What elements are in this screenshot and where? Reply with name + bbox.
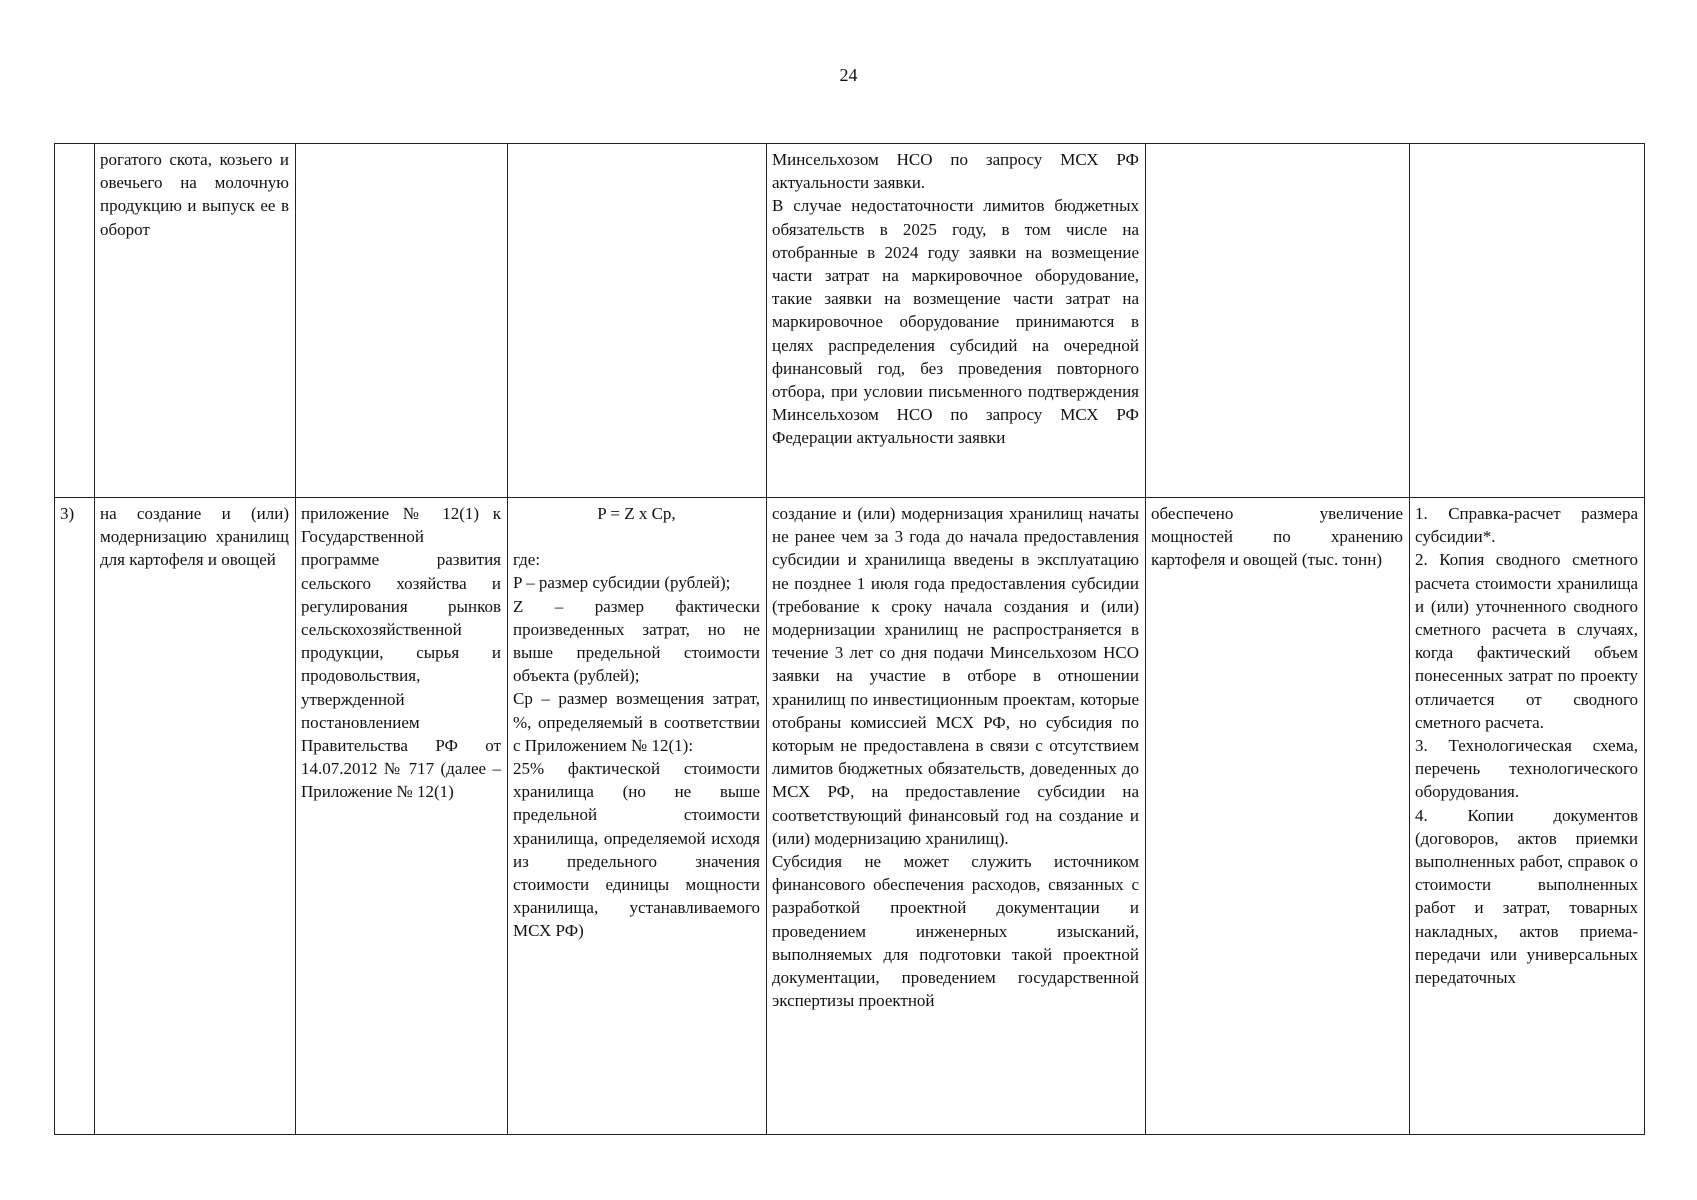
- cell-conditions: [767, 498, 1146, 1135]
- table-row-continuation: [55, 144, 1645, 498]
- formula-where: где:: [513, 550, 541, 570]
- document-item: 3. Технологическая схема, перечень технологического оборудования.: [1415, 736, 1638, 802]
- formula-def-p: P – размер субсидии (рублей);: [513, 573, 731, 593]
- conditions-paragraph: Минсельхозом НСО по запросу МСХ РФ актуальности заявки.: [772, 150, 1139, 193]
- subsidy-table: [54, 143, 1645, 1135]
- formula-def-rate: 25% фактической стоимости хранилища (но не выше предельной стоимости хранилища, определяемой исходя из предельного значения стоимости единицы мощности хранилища, устанавливаемого МСХ РФ): [513, 759, 760, 941]
- cell-result: [1146, 498, 1410, 1135]
- cell-formula: [508, 498, 767, 1135]
- table-row-3: [55, 498, 1645, 1135]
- cell-documents: [1410, 144, 1645, 498]
- page-number: 24: [839, 65, 858, 85]
- cell-basis: [296, 144, 508, 498]
- conditions-paragraph: Субсидия не может служить источником финансового обеспечения расходов, связанных с разработкой проектной документации и проведением инженерных изысканий, выполняемых для подготовки такой проектной документации, проведением государственной экспертизы проектной: [772, 852, 1139, 1011]
- row-number: 3): [55, 498, 95, 1135]
- purpose-text: рогатого скота, козьего и овечьего на молочную продукцию и выпуск ее в оборот: [100, 150, 289, 239]
- cell-purpose: [95, 498, 296, 1135]
- purpose-text: на создание и (или) модернизацию хранилищ для картофеля и овощей: [100, 504, 289, 570]
- cell-documents: [1410, 498, 1645, 1135]
- cell-result: [1146, 144, 1410, 498]
- basis-text: приложение № 12(1) к Государственной программе развития сельского хозяйства и регулирования рынков сельскохозяйственной продукции, сырья и продовольствия, утвержденной постановлением Правительства РФ от 14.07.2012 № 717 (далее – Приложение № 12(1): [301, 504, 501, 802]
- conditions-paragraph: создание и (или) модернизация хранилищ начаты не ранее чем за 3 года до начала предоставления субсидии и хранилища введены в эксплуатацию не позднее 1 июля года предоставления субсидии (требование к сроку начала создания и (или) модернизации хранилищ не распространяется в течение 3 лет со дня подачи Минсельхозом НСО заявки на участие в отборе в отношении хранилищ по инвестиционным проектам, которые отобраны комиссией МСХ РФ, но субсидия по которым не предоставлена в связи с отсутствием лимитов бюджетных обязательств, доведенных до МСХ РФ, на предоставление субсидии на соответствующий финансовый год на создание и (или) модернизацию хранилищ).: [772, 504, 1139, 848]
- cell-number: [55, 144, 95, 498]
- result-text: обеспечено увеличение мощностей по хранению картофеля и овощей (тыс. тонн): [1151, 504, 1403, 570]
- document-item: 4. Копии документов (договоров, актов приемки выполненных работ, справок о стоимости выполненных работ и затрат, товарных накладных, актов приема-передачи или универсальных передаточных: [1415, 805, 1638, 988]
- cell-formula: [508, 144, 767, 498]
- cell-conditions: [767, 144, 1146, 498]
- formula-def-cp: Cp – размер возмещения затрат, %, определяемый в соответствии с Приложением № 12(1):: [513, 689, 760, 755]
- formula-text: P = Z x Cp,: [597, 504, 676, 523]
- formula-def-z: Z – размер фактически произведенных затрат, но не выше предельной стоимости объекта (рублей);: [513, 596, 760, 686]
- document-item: 2. Копия сводного сметного расчета стоимости хранилища и (или) уточненного сводного сметного расчета в случаях, когда фактический объем понесенных затрат по проекту отличается от сводного сметного расчета.: [1415, 550, 1638, 732]
- cell-basis: [296, 498, 508, 1135]
- document-item: 1. Справка-расчет размера субсидии*.: [1415, 504, 1638, 547]
- conditions-paragraph: В случае недостаточности лимитов бюджетных обязательств в 2025 году, в том числе на отобранные в 2024 году заявки на возмещение части затрат на маркировочное оборудование, такие заявки на возмещение части затрат на маркировочное оборудование принимаются в целях распределения субсидий на очередной финансовый год, без проведения повторного отбора, при условии письменного подтверждения Минсельхозом НСО по запросу МСХ РФ Федерации актуальности заявки: [772, 196, 1139, 448]
- cell-purpose: [95, 144, 296, 498]
